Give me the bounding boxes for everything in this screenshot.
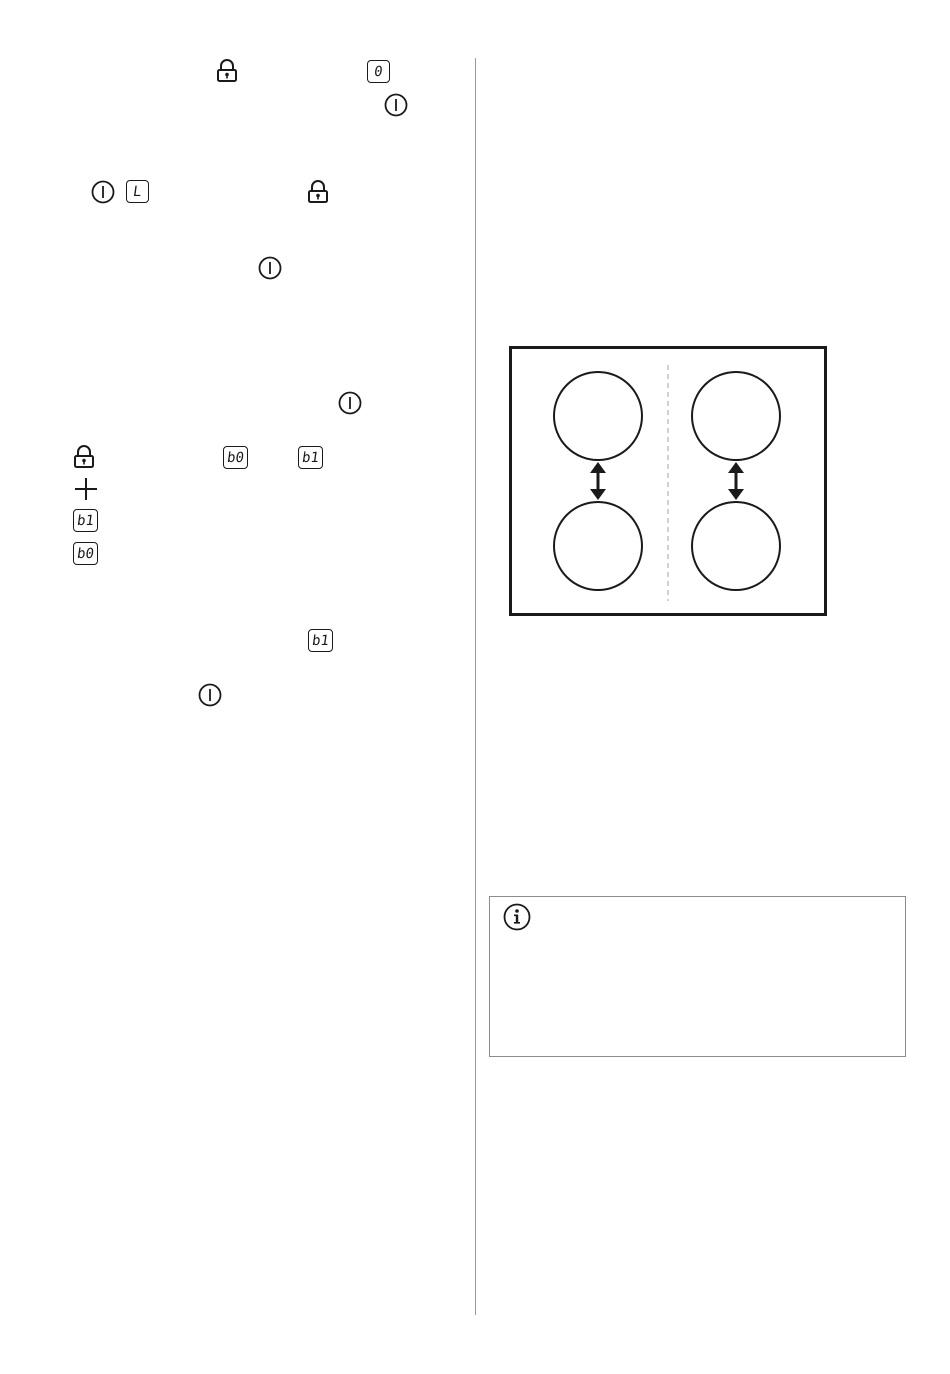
- cooking-zone-rear-right: [692, 372, 780, 460]
- display-b0: b0: [73, 542, 98, 565]
- cooking-zone-rear-left: [554, 372, 642, 460]
- hob-diagram: [509, 346, 827, 616]
- cooking-zone-front-right: [692, 502, 780, 590]
- on-off-icon: [198, 683, 222, 707]
- display-lock-letter: L: [126, 180, 149, 203]
- info-box: [489, 896, 906, 1057]
- info-icon: [503, 903, 531, 931]
- column-divider: [475, 58, 476, 1315]
- display-b1: b1: [298, 446, 323, 469]
- hob-diagram-drawing: [512, 349, 824, 613]
- bridge-arrow-left-icon: [590, 462, 606, 500]
- plus-icon: [73, 476, 99, 502]
- display-zero: 0: [367, 60, 390, 83]
- on-off-icon: [338, 391, 362, 415]
- lock-icon: [73, 445, 95, 469]
- display-b1: b1: [308, 629, 333, 652]
- bridge-arrow-right-icon: [728, 462, 744, 500]
- display-b0: b0: [223, 446, 248, 469]
- on-off-icon: [258, 256, 282, 280]
- cooking-zone-front-left: [554, 502, 642, 590]
- lock-icon: [216, 59, 238, 83]
- lock-icon: [307, 180, 329, 204]
- display-b1: b1: [73, 509, 98, 532]
- on-off-icon: [384, 93, 408, 117]
- on-off-icon: [91, 180, 115, 204]
